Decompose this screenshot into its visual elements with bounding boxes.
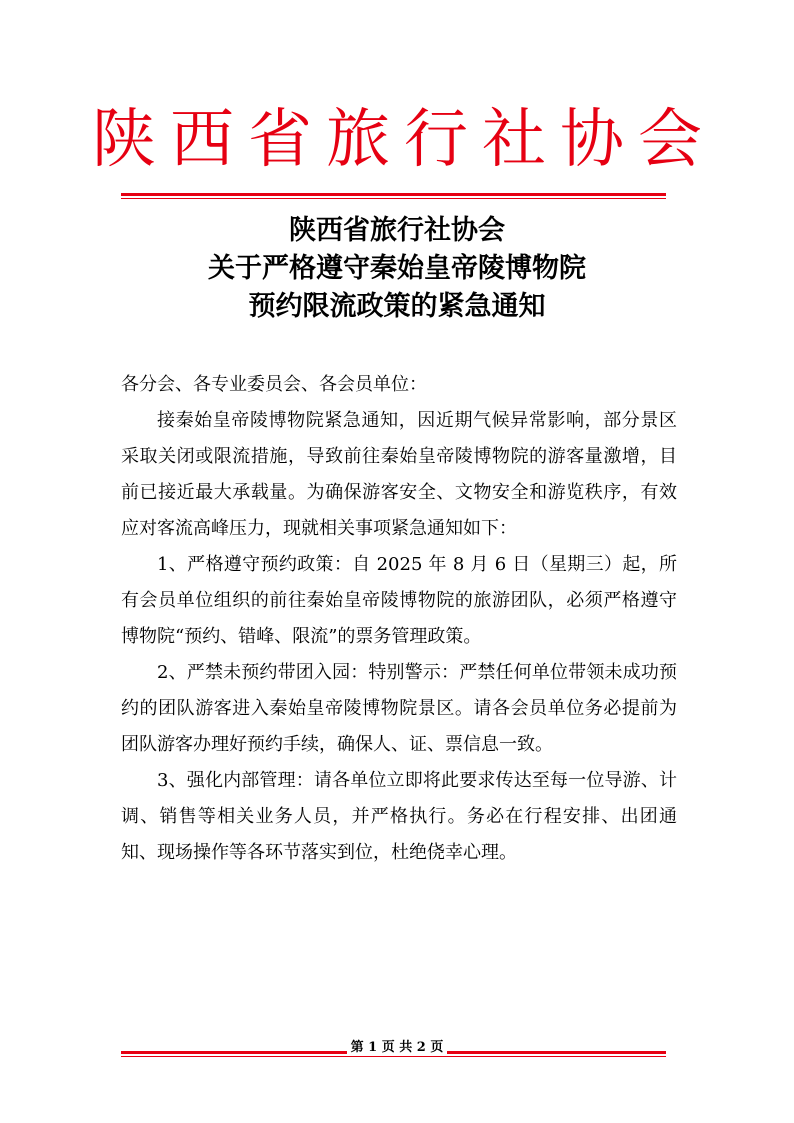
footer-thin-line [121, 1056, 666, 1057]
salutation: 各分会、各专业委员会、各会员单位： [121, 374, 427, 395]
body-paragraph-intro: 接秦始皇帝陵博物院紧急通知，因近期气候异常影响，部分景区采取关闭或限流措施，导致前往秦始皇帝陵博物院的游客量激增，目前已接近最大承载量。为确保游客安全、文物安全和游览秩序，有效应对客流高峰压力，现就相关事项紧急通知如下： [121, 410, 677, 539]
notice-title-line-1: 陕西省旅行社协会 [289, 215, 505, 246]
notice-title [0, 212, 794, 326]
body-paragraph-1: 1、严格遵守预约政策：自 2025 年 8 月 6 日（星期三）起，所有会员单位组织的前往秦始皇帝陵博物院的旅游团队，必须严格遵守博物院“预约、错峰、限流”的票务管理政策。 [121, 554, 677, 647]
divider-thin-line [121, 198, 666, 199]
notice-title-line-2: 关于严格遵守秦始皇帝陵博物院 [208, 253, 586, 284]
letterhead-title: 陕西省旅行社协会 [92, 103, 716, 177]
letterhead-divider [121, 193, 666, 199]
body-paragraph-2: 2、严禁未预约带团入园：特别警示：严禁任何单位带领未成功预约的团队游客进入秦始皇帝陵博物院景区。请各会员单位务必提前为团队游客办理好预约手续，确保人、证、票信息一致。 [121, 662, 677, 755]
notice-title-line-3: 预约限流政策的紧急通知 [248, 291, 546, 322]
divider-thick-line [121, 193, 666, 196]
page-number [0, 1040, 794, 1056]
notice-body [121, 367, 677, 871]
page-number-label: 第 1 页 共 2 页 [347, 1040, 448, 1055]
body-paragraph-3: 3、强化内部管理：请各单位立即将此要求传达至每一位导游、计调、销售等相关业务人员，并严格执行。务必在行程安排、出团通知、现场操作等各环节落实到位，杜绝侥幸心理。 [121, 770, 677, 863]
